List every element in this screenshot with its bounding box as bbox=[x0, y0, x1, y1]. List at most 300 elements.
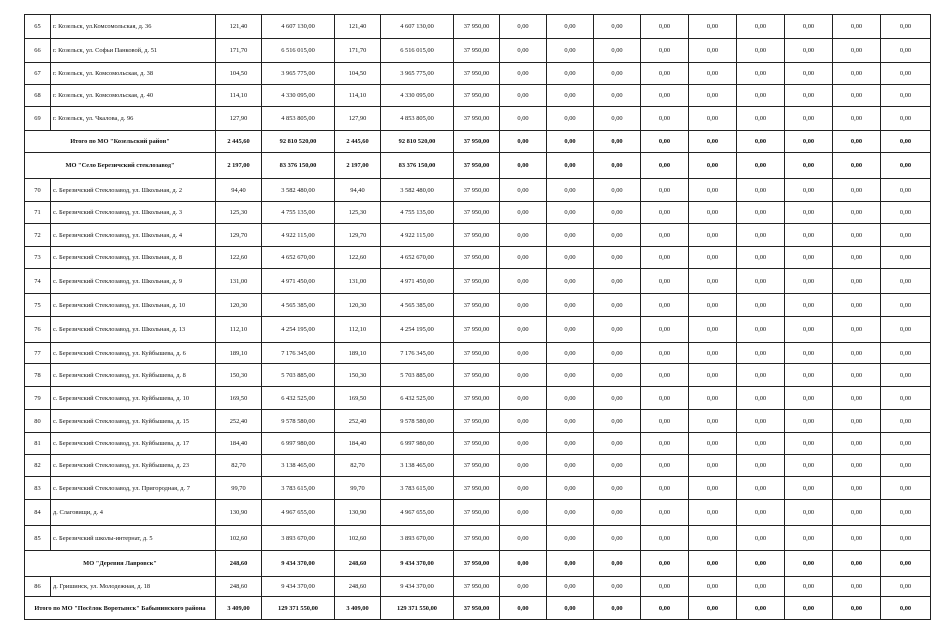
amount-cell: 0,00 bbox=[881, 131, 931, 153]
amount-cell: 0,00 bbox=[785, 15, 833, 39]
area-total-cell: 3 409,00 bbox=[335, 597, 381, 620]
area-total-cell: 112,10 bbox=[335, 317, 381, 343]
row-number-cell: 67 bbox=[25, 63, 51, 85]
area-total-cell: 248,60 bbox=[335, 551, 381, 577]
area-cell: 184,40 bbox=[216, 433, 262, 455]
area-cell: 102,60 bbox=[216, 526, 262, 551]
table-row bbox=[25, 577, 931, 597]
amount-cell: 0,00 bbox=[881, 364, 931, 387]
amount-cell: 0,00 bbox=[547, 364, 594, 387]
address-cell: с. Березичский Стеклозавод, ул. Куйбышева, д. 10 bbox=[51, 387, 216, 410]
amount-cell: 0,00 bbox=[737, 153, 785, 179]
amount-cell: 0,00 bbox=[785, 107, 833, 131]
area-cell: 171,70 bbox=[216, 39, 262, 63]
housing-cost-table bbox=[24, 14, 931, 620]
amount-cell: 0,00 bbox=[594, 364, 641, 387]
cost-cell: 4 607 130,00 bbox=[262, 15, 335, 39]
area-total-cell: 2 445,60 bbox=[335, 131, 381, 153]
table-row bbox=[25, 317, 931, 343]
area-cell: 169,50 bbox=[216, 387, 262, 410]
amount-cell: 0,00 bbox=[737, 269, 785, 294]
cost-cell: 4 330 095,00 bbox=[262, 85, 335, 107]
cost-cell: 6 432 525,00 bbox=[262, 387, 335, 410]
address-cell: г. Козельск, ул. Софьи Панковой, д. 51 bbox=[51, 39, 216, 63]
amount-cell: 0,00 bbox=[500, 131, 547, 153]
amount-cell: 0,00 bbox=[594, 577, 641, 597]
amount-cell: 0,00 bbox=[594, 63, 641, 85]
address-cell: г. Козельск, ул. Чкалова, д. 96 bbox=[51, 107, 216, 131]
area-cell: 114,10 bbox=[216, 85, 262, 107]
amount-cell: 0,00 bbox=[641, 224, 689, 247]
row-number-cell: 81 bbox=[25, 433, 51, 455]
cost-total-cell: 6 997 980,00 bbox=[381, 433, 454, 455]
group-label-cell: МО "Село Березичский стеклозавод" bbox=[25, 153, 216, 179]
cost-cell: 129 371 550,00 bbox=[262, 597, 335, 620]
amount-cell: 0,00 bbox=[689, 343, 737, 364]
amount-cell: 0,00 bbox=[594, 15, 641, 39]
amount-cell: 0,00 bbox=[689, 294, 737, 317]
cost-total-cell: 92 810 520,00 bbox=[381, 131, 454, 153]
row-number-cell: 79 bbox=[25, 387, 51, 410]
unit-price-cell: 37 950,00 bbox=[454, 269, 500, 294]
cost-cell: 9 578 580,00 bbox=[262, 410, 335, 433]
table-row bbox=[25, 85, 931, 107]
address-cell: д. Гришинск, ул. Молодежная, д. 18 bbox=[51, 577, 216, 597]
table-row bbox=[25, 202, 931, 224]
row-number-cell: 68 bbox=[25, 85, 51, 107]
amount-cell: 0,00 bbox=[641, 577, 689, 597]
unit-price-cell: 37 950,00 bbox=[454, 153, 500, 179]
amount-cell: 0,00 bbox=[785, 410, 833, 433]
cost-total-cell: 4 922 115,00 bbox=[381, 224, 454, 247]
amount-cell: 0,00 bbox=[641, 247, 689, 269]
amount-cell: 0,00 bbox=[689, 202, 737, 224]
amount-cell: 0,00 bbox=[833, 526, 881, 551]
amount-cell: 0,00 bbox=[689, 317, 737, 343]
table-row bbox=[25, 364, 931, 387]
amount-cell: 0,00 bbox=[737, 15, 785, 39]
amount-cell: 0,00 bbox=[785, 39, 833, 63]
amount-cell: 0,00 bbox=[785, 477, 833, 500]
amount-cell: 0,00 bbox=[594, 526, 641, 551]
cost-total-cell: 3 893 670,00 bbox=[381, 526, 454, 551]
amount-cell: 0,00 bbox=[641, 455, 689, 477]
amount-cell: 0,00 bbox=[785, 202, 833, 224]
amount-cell: 0,00 bbox=[594, 317, 641, 343]
amount-cell: 0,00 bbox=[500, 39, 547, 63]
unit-price-cell: 37 950,00 bbox=[454, 364, 500, 387]
amount-cell: 0,00 bbox=[785, 247, 833, 269]
amount-cell: 0,00 bbox=[785, 364, 833, 387]
cost-cell: 4 853 805,00 bbox=[262, 107, 335, 131]
cost-total-cell: 4 755 135,00 bbox=[381, 202, 454, 224]
unit-price-cell: 37 950,00 bbox=[454, 551, 500, 577]
unit-price-cell: 37 950,00 bbox=[454, 526, 500, 551]
cost-cell: 6 516 015,00 bbox=[262, 39, 335, 63]
amount-cell: 0,00 bbox=[689, 364, 737, 387]
amount-cell: 0,00 bbox=[737, 107, 785, 131]
amount-cell: 0,00 bbox=[881, 551, 931, 577]
unit-price-cell: 37 950,00 bbox=[454, 455, 500, 477]
address-cell: с. Березичский школы-интернат, д. 5 bbox=[51, 526, 216, 551]
amount-cell: 0,00 bbox=[833, 85, 881, 107]
cost-cell: 3 893 670,00 bbox=[262, 526, 335, 551]
amount-cell: 0,00 bbox=[833, 477, 881, 500]
amount-cell: 0,00 bbox=[641, 477, 689, 500]
amount-cell: 0,00 bbox=[881, 179, 931, 202]
amount-cell: 0,00 bbox=[785, 131, 833, 153]
cost-cell: 9 434 370,00 bbox=[262, 577, 335, 597]
cost-total-cell: 6 516 015,00 bbox=[381, 39, 454, 63]
amount-cell: 0,00 bbox=[689, 269, 737, 294]
address-cell: с. Березичский Стеклозавод, ул. Школьная, д. 3 bbox=[51, 202, 216, 224]
amount-cell: 0,00 bbox=[500, 364, 547, 387]
amount-cell: 0,00 bbox=[547, 179, 594, 202]
amount-cell: 0,00 bbox=[500, 294, 547, 317]
amount-cell: 0,00 bbox=[785, 343, 833, 364]
area-total-cell: 130,90 bbox=[335, 500, 381, 526]
table-row bbox=[25, 410, 931, 433]
amount-cell: 0,00 bbox=[785, 597, 833, 620]
unit-price-cell: 37 950,00 bbox=[454, 15, 500, 39]
unit-price-cell: 37 950,00 bbox=[454, 433, 500, 455]
area-total-cell: 127,90 bbox=[335, 107, 381, 131]
amount-cell: 0,00 bbox=[594, 224, 641, 247]
amount-cell: 0,00 bbox=[547, 39, 594, 63]
area-total-cell: 131,00 bbox=[335, 269, 381, 294]
amount-cell: 0,00 bbox=[547, 294, 594, 317]
amount-cell: 0,00 bbox=[737, 597, 785, 620]
cost-cell: 4 967 655,00 bbox=[262, 500, 335, 526]
amount-cell: 0,00 bbox=[641, 131, 689, 153]
amount-cell: 0,00 bbox=[641, 433, 689, 455]
table-row bbox=[25, 455, 931, 477]
table-row bbox=[25, 39, 931, 63]
amount-cell: 0,00 bbox=[737, 455, 785, 477]
unit-price-cell: 37 950,00 bbox=[454, 477, 500, 500]
amount-cell: 0,00 bbox=[689, 477, 737, 500]
cost-cell: 4 565 385,00 bbox=[262, 294, 335, 317]
amount-cell: 0,00 bbox=[881, 410, 931, 433]
area-cell: 130,90 bbox=[216, 500, 262, 526]
amount-cell: 0,00 bbox=[833, 597, 881, 620]
area-cell: 120,30 bbox=[216, 294, 262, 317]
amount-cell: 0,00 bbox=[500, 477, 547, 500]
area-total-cell: 129,70 bbox=[335, 224, 381, 247]
amount-cell: 0,00 bbox=[689, 131, 737, 153]
unit-price-cell: 37 950,00 bbox=[454, 597, 500, 620]
address-cell: с. Березичский Стеклозавод, ул. Школьная, д. 9 bbox=[51, 269, 216, 294]
amount-cell: 0,00 bbox=[641, 410, 689, 433]
amount-cell: 0,00 bbox=[881, 526, 931, 551]
unit-price-cell: 37 950,00 bbox=[454, 202, 500, 224]
amount-cell: 0,00 bbox=[737, 294, 785, 317]
group-label-cell: Итого по МО "Посёлок Воротынск" Бабынинского района bbox=[25, 597, 216, 620]
cost-cell: 3 582 480,00 bbox=[262, 179, 335, 202]
area-cell: 248,60 bbox=[216, 577, 262, 597]
amount-cell: 0,00 bbox=[547, 433, 594, 455]
amount-cell: 0,00 bbox=[881, 500, 931, 526]
cost-total-cell: 4 971 450,00 bbox=[381, 269, 454, 294]
address-cell: с. Березичский Стеклозавод, ул. Школьная, д. 8 bbox=[51, 247, 216, 269]
amount-cell: 0,00 bbox=[881, 317, 931, 343]
row-number-cell: 70 bbox=[25, 179, 51, 202]
amount-cell: 0,00 bbox=[833, 410, 881, 433]
cost-total-cell: 9 434 370,00 bbox=[381, 577, 454, 597]
cost-cell: 9 434 370,00 bbox=[262, 551, 335, 577]
row-number-cell: 78 bbox=[25, 364, 51, 387]
amount-cell: 0,00 bbox=[689, 85, 737, 107]
cost-total-cell: 83 376 150,00 bbox=[381, 153, 454, 179]
area-cell: 122,60 bbox=[216, 247, 262, 269]
amount-cell: 0,00 bbox=[641, 526, 689, 551]
row-number-cell: 83 bbox=[25, 477, 51, 500]
cost-total-cell: 4 853 805,00 bbox=[381, 107, 454, 131]
table-row bbox=[25, 387, 931, 410]
amount-cell: 0,00 bbox=[785, 85, 833, 107]
cost-total-cell: 129 371 550,00 bbox=[381, 597, 454, 620]
amount-cell: 0,00 bbox=[547, 63, 594, 85]
cost-cell: 4 755 135,00 bbox=[262, 202, 335, 224]
amount-cell: 0,00 bbox=[500, 526, 547, 551]
amount-cell: 0,00 bbox=[737, 202, 785, 224]
amount-cell: 0,00 bbox=[785, 577, 833, 597]
unit-price-cell: 37 950,00 bbox=[454, 317, 500, 343]
amount-cell: 0,00 bbox=[547, 577, 594, 597]
cost-cell: 6 997 980,00 bbox=[262, 433, 335, 455]
amount-cell: 0,00 bbox=[785, 433, 833, 455]
amount-cell: 0,00 bbox=[547, 202, 594, 224]
cost-cell: 3 783 615,00 bbox=[262, 477, 335, 500]
area-cell: 2 445,60 bbox=[216, 131, 262, 153]
amount-cell: 0,00 bbox=[833, 551, 881, 577]
amount-cell: 0,00 bbox=[881, 85, 931, 107]
amount-cell: 0,00 bbox=[594, 433, 641, 455]
amount-cell: 0,00 bbox=[594, 597, 641, 620]
amount-cell: 0,00 bbox=[547, 247, 594, 269]
amount-cell: 0,00 bbox=[500, 15, 547, 39]
amount-cell: 0,00 bbox=[881, 269, 931, 294]
row-number-cell: 73 bbox=[25, 247, 51, 269]
address-cell: с. Березичский Стеклозавод, ул. Куйбышева, д. 17 bbox=[51, 433, 216, 455]
amount-cell: 0,00 bbox=[641, 343, 689, 364]
amount-cell: 0,00 bbox=[689, 387, 737, 410]
amount-cell: 0,00 bbox=[547, 410, 594, 433]
amount-cell: 0,00 bbox=[594, 202, 641, 224]
amount-cell: 0,00 bbox=[737, 85, 785, 107]
amount-cell: 0,00 bbox=[500, 63, 547, 85]
amount-cell: 0,00 bbox=[785, 63, 833, 85]
amount-cell: 0,00 bbox=[833, 179, 881, 202]
area-cell: 112,10 bbox=[216, 317, 262, 343]
amount-cell: 0,00 bbox=[737, 247, 785, 269]
amount-cell: 0,00 bbox=[833, 317, 881, 343]
amount-cell: 0,00 bbox=[881, 294, 931, 317]
table-row bbox=[25, 179, 931, 202]
area-total-cell: 189,10 bbox=[335, 343, 381, 364]
area-cell: 127,90 bbox=[216, 107, 262, 131]
address-cell: с. Березичский Стеклозавод, ул. Школьная, д. 4 bbox=[51, 224, 216, 247]
amount-cell: 0,00 bbox=[500, 85, 547, 107]
amount-cell: 0,00 bbox=[547, 597, 594, 620]
amount-cell: 0,00 bbox=[500, 107, 547, 131]
table-row bbox=[25, 500, 931, 526]
amount-cell: 0,00 bbox=[500, 202, 547, 224]
amount-cell: 0,00 bbox=[594, 107, 641, 131]
cost-cell: 5 703 885,00 bbox=[262, 364, 335, 387]
amount-cell: 0,00 bbox=[881, 63, 931, 85]
area-cell: 248,60 bbox=[216, 551, 262, 577]
amount-cell: 0,00 bbox=[547, 131, 594, 153]
amount-cell: 0,00 bbox=[833, 202, 881, 224]
amount-cell: 0,00 bbox=[500, 433, 547, 455]
amount-cell: 0,00 bbox=[500, 410, 547, 433]
amount-cell: 0,00 bbox=[785, 455, 833, 477]
amount-cell: 0,00 bbox=[833, 153, 881, 179]
amount-cell: 0,00 bbox=[881, 107, 931, 131]
amount-cell: 0,00 bbox=[641, 107, 689, 131]
table-row bbox=[25, 63, 931, 85]
area-total-cell: 150,30 bbox=[335, 364, 381, 387]
unit-price-cell: 37 950,00 bbox=[454, 63, 500, 85]
amount-cell: 0,00 bbox=[737, 39, 785, 63]
amount-cell: 0,00 bbox=[881, 577, 931, 597]
table-total-row bbox=[25, 597, 931, 620]
amount-cell: 0,00 bbox=[547, 317, 594, 343]
amount-cell: 0,00 bbox=[594, 179, 641, 202]
amount-cell: 0,00 bbox=[500, 577, 547, 597]
area-cell: 189,10 bbox=[216, 343, 262, 364]
table-row bbox=[25, 433, 931, 455]
row-number-cell: 86 bbox=[25, 577, 51, 597]
unit-price-cell: 37 950,00 bbox=[454, 85, 500, 107]
amount-cell: 0,00 bbox=[689, 107, 737, 131]
table-row bbox=[25, 294, 931, 317]
amount-cell: 0,00 bbox=[881, 477, 931, 500]
unit-price-cell: 37 950,00 bbox=[454, 294, 500, 317]
row-number-cell: 71 bbox=[25, 202, 51, 224]
cost-cell: 83 376 150,00 bbox=[262, 153, 335, 179]
amount-cell: 0,00 bbox=[881, 247, 931, 269]
address-cell: с. Березичский Стеклозавод, ул. Куйбышева, д. 23 bbox=[51, 455, 216, 477]
area-total-cell: 114,10 bbox=[335, 85, 381, 107]
row-number-cell: 69 bbox=[25, 107, 51, 131]
amount-cell: 0,00 bbox=[689, 153, 737, 179]
row-number-cell: 80 bbox=[25, 410, 51, 433]
amount-cell: 0,00 bbox=[547, 15, 594, 39]
amount-cell: 0,00 bbox=[547, 551, 594, 577]
area-cell: 82,70 bbox=[216, 455, 262, 477]
amount-cell: 0,00 bbox=[785, 387, 833, 410]
amount-cell: 0,00 bbox=[785, 153, 833, 179]
amount-cell: 0,00 bbox=[547, 224, 594, 247]
table-row bbox=[25, 107, 931, 131]
amount-cell: 0,00 bbox=[641, 387, 689, 410]
address-cell: с. Березичский Стеклозавод, ул. Школьная, д. 10 bbox=[51, 294, 216, 317]
cost-total-cell: 4 565 385,00 bbox=[381, 294, 454, 317]
cost-cell: 4 971 450,00 bbox=[262, 269, 335, 294]
amount-cell: 0,00 bbox=[737, 410, 785, 433]
amount-cell: 0,00 bbox=[689, 410, 737, 433]
amount-cell: 0,00 bbox=[737, 433, 785, 455]
area-total-cell: 2 197,00 bbox=[335, 153, 381, 179]
amount-cell: 0,00 bbox=[594, 39, 641, 63]
row-number-cell: 77 bbox=[25, 343, 51, 364]
area-cell: 252,40 bbox=[216, 410, 262, 433]
amount-cell: 0,00 bbox=[785, 317, 833, 343]
amount-cell: 0,00 bbox=[641, 15, 689, 39]
amount-cell: 0,00 bbox=[689, 500, 737, 526]
area-total-cell: 120,30 bbox=[335, 294, 381, 317]
cost-total-cell: 3 783 615,00 bbox=[381, 477, 454, 500]
address-cell: с. Березичский Стеклозавод, ул. Школьная, д. 2 bbox=[51, 179, 216, 202]
table-row bbox=[25, 247, 931, 269]
address-cell: с. Березичский Стеклозавод, ул. Пригородная, д. 7 bbox=[51, 477, 216, 500]
amount-cell: 0,00 bbox=[594, 477, 641, 500]
unit-price-cell: 37 950,00 bbox=[454, 247, 500, 269]
amount-cell: 0,00 bbox=[500, 551, 547, 577]
amount-cell: 0,00 bbox=[737, 179, 785, 202]
amount-cell: 0,00 bbox=[547, 153, 594, 179]
row-number-cell: 84 bbox=[25, 500, 51, 526]
unit-price-cell: 37 950,00 bbox=[454, 577, 500, 597]
cost-cell: 7 176 345,00 bbox=[262, 343, 335, 364]
amount-cell: 0,00 bbox=[881, 39, 931, 63]
area-total-cell: 104,50 bbox=[335, 63, 381, 85]
amount-cell: 0,00 bbox=[500, 224, 547, 247]
cost-cell: 4 254 195,00 bbox=[262, 317, 335, 343]
table-row bbox=[25, 526, 931, 551]
amount-cell: 0,00 bbox=[547, 107, 594, 131]
row-number-cell: 82 bbox=[25, 455, 51, 477]
amount-cell: 0,00 bbox=[641, 85, 689, 107]
amount-cell: 0,00 bbox=[594, 551, 641, 577]
row-number-cell: 66 bbox=[25, 39, 51, 63]
row-number-cell: 85 bbox=[25, 526, 51, 551]
table-total-row bbox=[25, 153, 931, 179]
area-total-cell: 121,40 bbox=[335, 15, 381, 39]
amount-cell: 0,00 bbox=[641, 364, 689, 387]
cost-total-cell: 9 434 370,00 bbox=[381, 551, 454, 577]
amount-cell: 0,00 bbox=[594, 85, 641, 107]
address-cell: г. Козельск, ул.Комсомольская, д. 36 bbox=[51, 15, 216, 39]
amount-cell: 0,00 bbox=[737, 551, 785, 577]
amount-cell: 0,00 bbox=[833, 39, 881, 63]
amount-cell: 0,00 bbox=[641, 551, 689, 577]
amount-cell: 0,00 bbox=[641, 179, 689, 202]
amount-cell: 0,00 bbox=[833, 15, 881, 39]
amount-cell: 0,00 bbox=[785, 500, 833, 526]
amount-cell: 0,00 bbox=[547, 269, 594, 294]
amount-cell: 0,00 bbox=[833, 63, 881, 85]
address-cell: г. Козельск, ул. Комсомольская, д. 38 bbox=[51, 63, 216, 85]
table-row bbox=[25, 343, 931, 364]
amount-cell: 0,00 bbox=[500, 317, 547, 343]
row-number-cell: 65 bbox=[25, 15, 51, 39]
amount-cell: 0,00 bbox=[594, 410, 641, 433]
amount-cell: 0,00 bbox=[641, 294, 689, 317]
area-total-cell: 125,30 bbox=[335, 202, 381, 224]
unit-price-cell: 37 950,00 bbox=[454, 343, 500, 364]
amount-cell: 0,00 bbox=[689, 179, 737, 202]
amount-cell: 0,00 bbox=[785, 526, 833, 551]
area-total-cell: 169,50 bbox=[335, 387, 381, 410]
amount-cell: 0,00 bbox=[833, 107, 881, 131]
cost-total-cell: 4 652 670,00 bbox=[381, 247, 454, 269]
amount-cell: 0,00 bbox=[881, 153, 931, 179]
amount-cell: 0,00 bbox=[594, 387, 641, 410]
amount-cell: 0,00 bbox=[689, 39, 737, 63]
